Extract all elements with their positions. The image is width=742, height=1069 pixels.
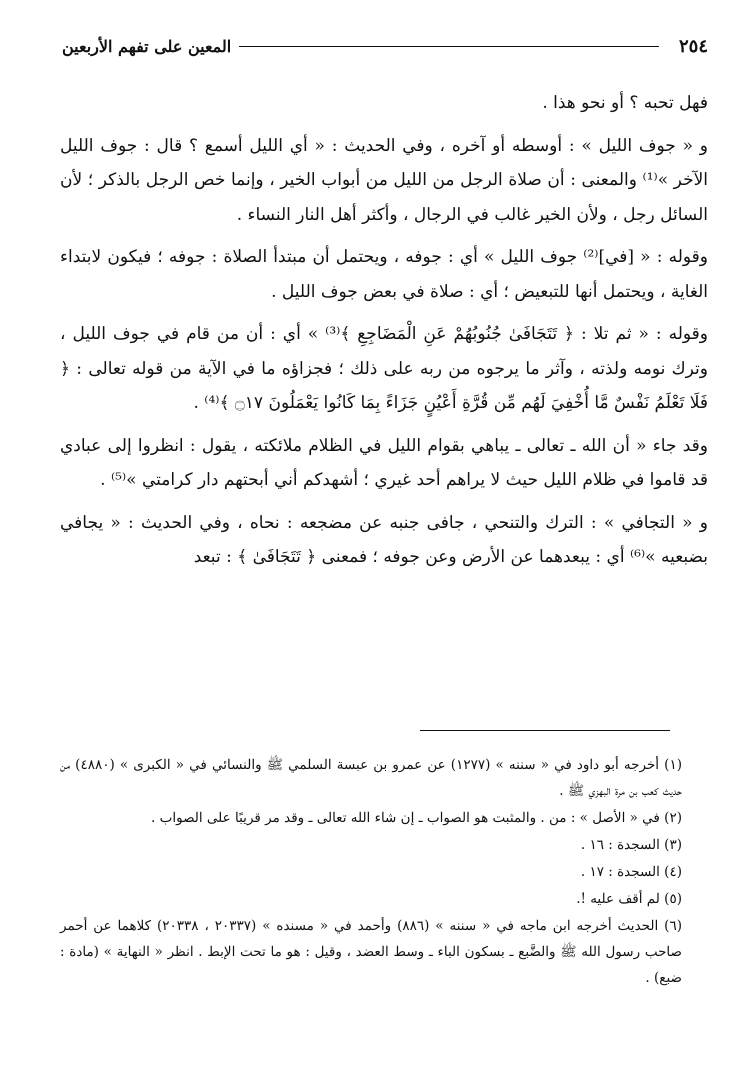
footnote-6: (٦) الحديث أخرجه ابن ماجه في « سننه » (٨٨٦) وأحمد في « مسنده » (٢٠٣٣٧ ، ٢٠٣٣٨) كلاهما عن أحمر صاحب رسول الله ﷺ والضَّبع ـ بسكون الباء ـ وسط العضد ، وقيل : هو ما تحت الإبط . انظر « النهاية » (مادة : ضبع) .	[60, 918, 682, 986]
footnote-3: (٣) السجدة : ١٦ .	[580, 837, 682, 853]
paragraph-4: وقوله : « ثم تلا : ﴿ تَتَجَافَىٰ جُنُوبُهُمْ عَنِ الْمَضَاجِعِ ﴾⁽³⁾ » أي : أن من قام في جوف الليل ، وترك نومه ولذته ، وآثر ما يرجوه من ربه على ذلك ؛ فجزاؤه ما في الآية من قوله تعالى : ﴿ فَلَا تَعْلَمُ نَفْسٌ مَّا أُخْفِيَ لَهُم مِّن قُرَّةِ أَعْيُنٍ جَزَاءً بِمَا كَانُوا يَعْمَلُونَ ۝١٧ ﴾⁽⁴⁾ .	[60, 324, 708, 413]
paragraph-6: و « التجافي » : الترك والتنحي ، جافى جنبه عن مضجعه : نحاه ، وفي الحديث : « يجافي بضبعيه »⁽⁶⁾ أي : يبعدهما عن الأرض وعن جوفه ؛ فمعنى ﴿ تَتَجَافَىٰ ﴾ : تبعد	[60, 512, 708, 567]
footnote-4: (٤) السجدة : ١٧ .	[580, 864, 682, 880]
footnote-1: (١) أخرجه أبو داود في « سننه » (١٢٧٧) عن عمرو بن عبسة السلمي ﷺ والنسائي في « الكبرى » (٤٨٨٠) من حديث كعب بن مرة البهزي ﷺ .	[60, 757, 682, 799]
footnotes	[60, 752, 682, 992]
paragraph-3: وقوله : « [في]⁽²⁾ جوف الليل » أي : جوفه ، ويحتمل أن مبتدأ الصلاة : جوفه ؛ فيكون لابتداء الغاية ، ويحتمل أنها للتبعيض ؛ أي : صلاة في بعض جوف الليل .	[60, 247, 708, 302]
header-rule	[239, 46, 659, 47]
main-text	[60, 86, 708, 583]
footnote-5: (٥) لم أقف عليه !.	[576, 891, 682, 907]
footnote-2: (٢) في « الأصل » : من . والمثبت هو الصواب ـ إن شاء الله تعالى ـ وقد مر قريبًا على الصواب .	[151, 810, 682, 826]
paragraph-1: فهل تحبه ؟ أو نحو هذا .	[542, 93, 708, 113]
page-number: ٢٥٤	[678, 35, 708, 57]
footnote-separator	[420, 730, 670, 731]
page-header	[62, 30, 708, 62]
paragraph-5: وقد جاء « أن الله ـ تعالى ـ يباهي بقوام الليل في الظلام ملائكته ، يقول : انظروا إلى عبادي قد قاموا في ظلام الليل حيث لا يراهم أحد غيري ؛ أشهدكم أني أبحتهم دار كرامتي »⁽⁵⁾ .	[60, 435, 708, 490]
paragraph-2: و « جوف الليل » : أوسطه أو آخره ، وفي الحديث : « أي الليل أسمع ؟ قال : جوف الليل الآخر »⁽¹⁾ والمعنى : أن صلاة الرجل من الليل من أبواب الخير ، وإنما خص الرجل بالذكر ؛ لأن السائل رجل ، ولأن الخير غالب في الرجال ، وأكثر أهل النار النساء .	[60, 135, 708, 225]
book-title: المعين على تفهم الأربعين	[62, 36, 232, 56]
